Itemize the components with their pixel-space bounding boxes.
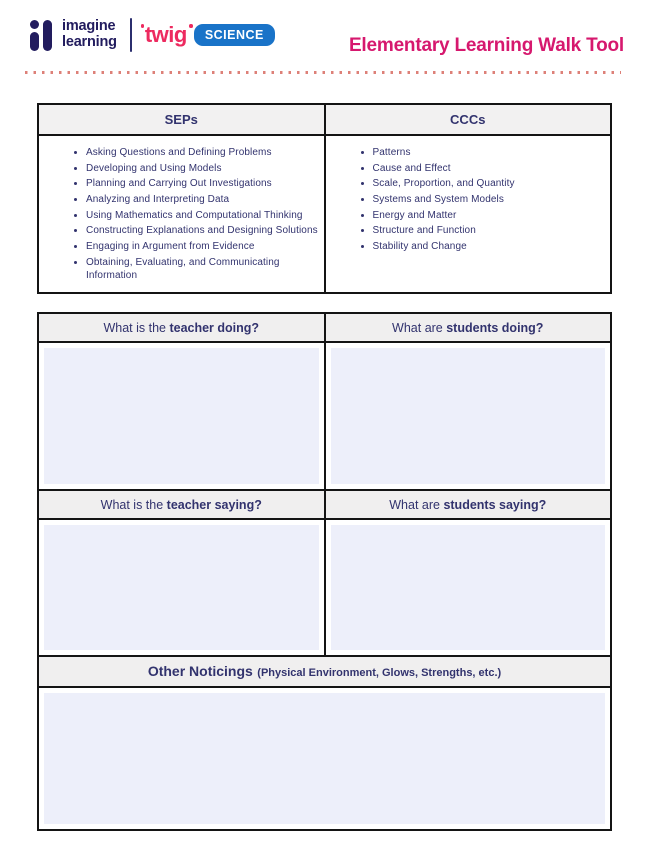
imagine-learning-line2: learning (62, 34, 117, 50)
saying-header-row (38, 490, 611, 519)
reference-body-row (38, 135, 611, 293)
logo-dot-shape (30, 20, 39, 29)
students-saying-cell (325, 519, 612, 656)
teacher-doing-notes-area[interactable] (44, 348, 319, 484)
imagine-learning-logo (30, 19, 117, 51)
students-doing-bold: students doing? (446, 320, 544, 335)
sep-item: • Analyzing and Interpreting Data (86, 193, 319, 206)
sep-item: • Planning and Carrying Out Investigations (86, 177, 319, 190)
ccc-item: • Scale, Proportion, and Quantity (373, 177, 606, 190)
other-noticings-notes-area[interactable] (44, 693, 605, 824)
seps-cccs-table (37, 103, 612, 294)
header (0, 0, 650, 57)
ccc-item: • Structure and Function (373, 224, 606, 237)
dotted-divider (25, 71, 621, 74)
other-noticings-row (38, 687, 611, 830)
teacher-doing-bold: teacher doing? (169, 320, 260, 335)
seps-list (40, 146, 319, 282)
doing-notes-row (38, 342, 611, 490)
students-saying-header (325, 490, 612, 519)
sep-item: • Obtaining, Evaluating, and Communicating Information (86, 256, 319, 282)
teacher-saying-bold: teacher saying? (166, 497, 262, 512)
ccc-item: • Patterns (373, 146, 606, 159)
observation-table (37, 312, 612, 831)
logo-tall-bar-shape (43, 20, 52, 51)
teacher-saying-header (38, 490, 325, 519)
sep-item: • Constructing Explanations and Designing Solutions (86, 224, 319, 237)
teacher-saying-notes-area[interactable] (44, 525, 319, 650)
students-saying-bold: students saying? (443, 497, 547, 512)
reference-header-row (38, 104, 611, 135)
students-doing-prefix: What are (392, 320, 447, 335)
cccs-list (327, 146, 606, 253)
twig-wordmark: twig (144, 22, 187, 47)
imagine-learning-icon (30, 19, 54, 51)
imagine-learning-line1: imagine (62, 18, 116, 35)
science-badge: SCIENCE (194, 24, 275, 46)
ccc-item: • Stability and Change (373, 240, 606, 253)
students-saying-notes-area[interactable] (331, 525, 606, 650)
brand-divider (130, 18, 132, 52)
doing-header-row (38, 313, 611, 342)
cccs-cell (325, 135, 612, 293)
students-doing-notes-area[interactable] (331, 348, 606, 484)
other-noticings-header (38, 656, 611, 687)
sep-item: • Using Mathematics and Computational Thinking (86, 209, 319, 222)
teacher-doing-prefix: What is the (103, 320, 170, 335)
other-noticings-subtitle: (Physical Environment, Glows, Strengths, etc.) (257, 666, 502, 679)
imagine-learning-wordmark (62, 19, 117, 50)
students-saying-prefix: What are (389, 497, 444, 512)
sep-item: • Developing and Using Models (86, 162, 319, 175)
teacher-doing-header (38, 313, 325, 342)
seps-cell (38, 135, 325, 293)
other-noticings-cell (38, 687, 611, 830)
other-noticings-title: Other Noticings (147, 662, 253, 679)
students-doing-cell (325, 342, 612, 490)
teacher-saying-prefix: What is the (100, 497, 167, 512)
seps-column-header: SEPs (38, 104, 325, 135)
ccc-item: • Energy and Matter (373, 209, 606, 222)
ccc-item: • Cause and Effect (373, 162, 606, 175)
other-noticings-header-row (38, 656, 611, 687)
sep-item: • Engaging in Argument from Evidence (86, 240, 319, 253)
page-title: Elementary Learning Walk Tool (348, 35, 624, 56)
saying-notes-row (38, 519, 611, 656)
cccs-column-header: CCCs (325, 104, 612, 135)
twig-science-logo (145, 24, 275, 46)
ccc-item: • Systems and System Models (373, 193, 606, 206)
teacher-saying-cell (38, 519, 325, 656)
logo-short-bar-shape (30, 32, 39, 51)
students-doing-header (325, 313, 612, 342)
brand-logos (30, 18, 275, 52)
sep-item: • Asking Questions and Defining Problems (86, 146, 319, 159)
teacher-doing-cell (38, 342, 325, 490)
